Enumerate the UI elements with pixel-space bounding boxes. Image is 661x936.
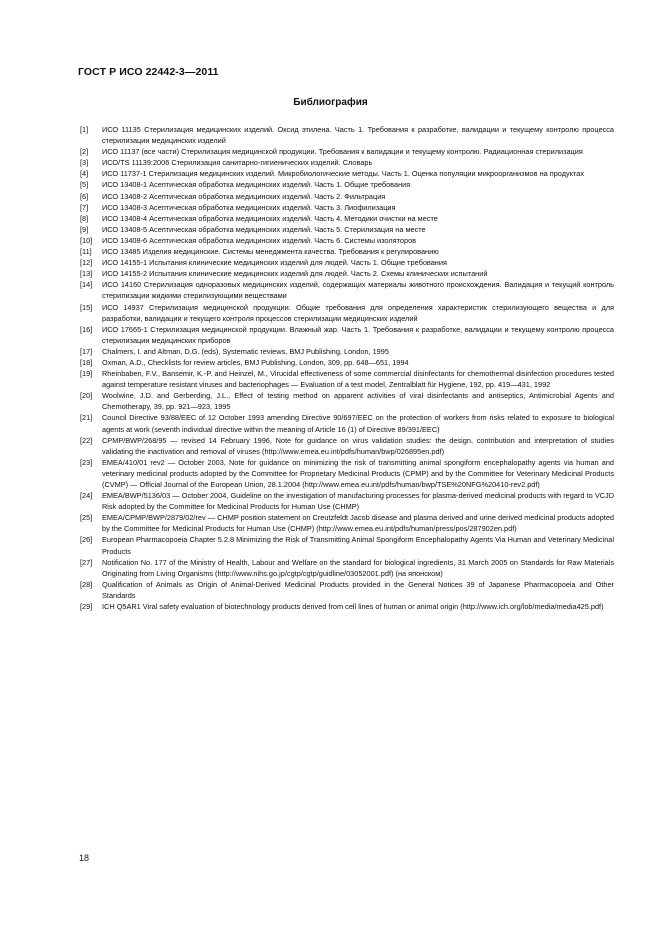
reference-number: [10]: [80, 235, 93, 245]
reference-text: ИСО 17665-1 Стерилизация медицинской продукции. Влажный жар. Часть 1. Требования к разработке, валидации и текущему контролю процесса стерилизации медицинских приборов: [102, 324, 614, 345]
reference-item: [80, 146, 614, 157]
reference-text: EMEA/BWP/5136/03 — October 2004, Guideline on the investigation of manufacturing processes for plasma-derived medicinal products with regard to VCJD Risk adopted by the Committee for Medicinal Products for Human Use (CHMP): [102, 491, 614, 512]
reference-text: ИСО 14937 Стерилизация медицинской продукции. Общие требования для определения характеристик стерилизующего вещества и для разработки, валидации и текущего контроля процессов стерилизации медицинских изделий: [102, 302, 614, 323]
reference-item: [80, 191, 614, 202]
reference-text: ИСО 13408-3 Асептическая обработка медицинских изделий. Часть 3. Лиофилизация: [102, 202, 396, 212]
reference-number: [1]: [80, 125, 89, 134]
reference-item: [80, 534, 614, 556]
reference-number: [18]: [80, 357, 93, 367]
reference-text: ИСО 13408-5 Асептическая обработка медицинских изделий. Часть 5. Стерилизация на месте: [102, 224, 426, 234]
reference-text: EMEA/CPMP/BWP/2879/02/rev — CHMP position statement on Creutzfeldt Jacob disease and plasma derived and urine derived medicinal products adopted by the Committee for Medicinal Products for Human Use (CHMP) (http://www.emea.eu.int/pdfs/human/press/pos/287902en.pdf): [102, 513, 614, 534]
reference-text: ИСО 14155-1 Испытания клинические медицинских изделий для людей. Часть 1. Общие требования: [102, 258, 447, 268]
reference-number: [4]: [80, 169, 89, 179]
reference-number: [26]: [80, 535, 93, 545]
reference-number: [5]: [80, 180, 89, 190]
reference-text: ИСО 13408-6 Асептическая обработка медицинских изделий. Часть 6. Системы изоляторов: [102, 235, 417, 245]
reference-text: ИСО 11137 (все части) Стерилизация медицинской продукции. Требования к валидации и текущему контролю. Радиационная стерилизация: [102, 147, 583, 157]
reference-item: [80, 579, 614, 601]
reference-item: [80, 346, 614, 357]
reference-number: [24]: [80, 491, 93, 501]
reference-text: CPMP/BWP/268/95 — revised 14 February 1996, Note for guidance on virus validation studies: the design, contribution and interpretation of studies validating the inactivation and removal of viruses (http://www.emea.eu.int/pdfs/human/bwp/026895en.pdf): [102, 435, 614, 456]
reference-item: [80, 168, 614, 179]
reference-item: [80, 601, 614, 612]
reference-number: [9]: [80, 224, 89, 234]
reference-number: [19]: [80, 369, 93, 379]
reference-item: [80, 179, 614, 190]
reference-number: [29]: [80, 602, 93, 612]
reference-item: [80, 302, 614, 324]
document-header: ГОСТ Р ИСО 22442-3—2011: [78, 66, 219, 78]
reference-item: [80, 457, 614, 490]
reference-number: [21]: [80, 413, 93, 423]
reference-text: European Pharmacopoeia Chapter 5.2.8 Minimizing the Risk of Transmitting Animal Spongiform Encephalopathy Agents Via Human and Veterinary Medicinal Products: [102, 535, 614, 556]
reference-item: [80, 490, 614, 512]
reference-text: ИСО 13408-1 Асептическая обработка медицинских изделий. Часть 1. Общие требования: [102, 180, 411, 190]
reference-text: ИСО 13408-4 Асептическая обработка медицинских изделий. Часть 4. Методики очистки на месте: [102, 213, 438, 223]
reference-text: Chalmers, I. and Altman, D.G. (eds), Systematic reviews, BMJ Publishing, London, 1995: [102, 346, 389, 356]
reference-item: [80, 368, 614, 390]
reference-list: [80, 124, 614, 612]
reference-item: [80, 279, 614, 301]
reference-item: [80, 224, 614, 235]
reference-number: [17]: [80, 346, 93, 356]
reference-item: [80, 202, 614, 213]
reference-number: [3]: [80, 158, 89, 168]
reference-number: [16]: [80, 324, 93, 334]
reference-number: [23]: [80, 457, 93, 467]
reference-item: [80, 157, 614, 168]
reference-number: [27]: [80, 557, 93, 567]
reference-item: [80, 512, 614, 534]
reference-number: [6]: [80, 191, 89, 201]
reference-item: [80, 235, 614, 246]
bibliography-title: Библиография: [293, 97, 368, 108]
reference-number: [13]: [80, 269, 93, 279]
reference-item: [80, 357, 614, 368]
reference-item: [80, 268, 614, 279]
reference-number: [25]: [80, 513, 93, 523]
reference-number: [22]: [80, 435, 93, 445]
reference-number: [2]: [80, 147, 89, 157]
reference-text: Qualification of Animals as Origin of Animal-Derived Medicinal Products provided in the General Notices 39 of Japanese Pharmacopoeia and Other Standards: [102, 579, 614, 600]
reference-item: [80, 246, 614, 257]
reference-text: EMEA/410/01 rev2 — October 2003, Note for guidance on minimizing the risk of transmitting animal spongiform encephalopathy agents via human and veterinary medicinal products adopted by the Committee for Proprietary Medicinal Products (CPMP) and by the Committee for Veterinary Medicinal Products (CVMP) — Official Journal of the European Union, 28.1.2004 (http://www.emea.eu.int/pdfs/human/bwp/TSE%20NFG%20410-rev2.pdf): [102, 457, 614, 489]
reference-item: [80, 257, 614, 268]
reference-text: Notification No. 177 of the Ministry of Health, Labour and Welfare on the standard for biological ingredients, 31 March 2005 on Standards for Raw Materials Originating from Living Organisms (http://www.nihs.go.jp/cgtp/cgtp/guidline/03052001.pdf) (на японском): [102, 557, 614, 578]
reference-number: [14]: [80, 280, 93, 290]
reference-text: ИСО/TS 11139:2006 Стерилизация санитарно-гигиенических изделий. Словарь: [102, 158, 373, 168]
reference-text: Council Directive 93/88/EEC of 12 October 1993 amending Directive 90/697/EEC on the protection of workers from risks related to exposure to biological agents at work (seventh individual directive within the meaning of Article 16 (1) of Directive 89/391/EEC): [102, 413, 614, 434]
reference-text: ИСО 11737-1 Стерилизация медицинских изделий. Микробиологические методы. Часть 1. Оценка популяции микроорганизмов на продуктах: [102, 169, 585, 179]
reference-text: Rheinbaben, F.V., Bansemir, K.-P. and Heinzel, M., Virucidal effectiveness of some commercial disinfectants for chemothermal disinfection procedures tested against temperature resistant viruses and bacteriophages — Evaluation of a test model, Zentralblatt für Hygiene, 192, pp. 419—431, 1992: [102, 369, 614, 390]
reference-number: [8]: [80, 213, 89, 223]
reference-item: [80, 390, 614, 412]
reference-item: [80, 124, 614, 146]
reference-text: ИСО 13408-2 Асептическая обработка медицинских изделий. Часть 2. Фильтрация: [102, 191, 386, 201]
reference-item: [80, 557, 614, 579]
reference-item: [80, 324, 614, 346]
reference-text: ИСО 14160 Стерилизация одноразовых медицинских изделий, содержащих материалы животного происхождения. Валидация и текущий контроль стерилизации жидкими стерилизующими веществами: [102, 280, 614, 301]
reference-text: ICH Q5AR1 Viral safety evaluation of biotechnology products derived from cell lines of human or animal origin (http://www.ich.org/lob/media/media425.pdf): [102, 602, 604, 612]
reference-text: ИСО 13485 Изделия медицинские. Системы менеджмента качества. Требования к регулированию: [102, 247, 439, 257]
reference-item: [80, 412, 614, 434]
reference-text: Woolwine, J.D. and Gerberding, J.L., Effect of testing method on apparent activities of viral disinfectants and antiseptics, Antimicrobial Agents and Chemotherapy, 39, pp. 921—923, 1995: [102, 391, 614, 412]
reference-item: [80, 213, 614, 224]
reference-text: ИСО 14155-2 Испытания клинические медицинских изделий для людей. Часть 2. Схемы клинических испытаний: [102, 269, 488, 279]
reference-number: [7]: [80, 202, 89, 212]
page-number: 18: [79, 853, 90, 863]
reference-number: [28]: [80, 579, 93, 589]
reference-number: [20]: [80, 391, 93, 401]
reference-number: [11]: [80, 247, 92, 257]
reference-number: [15]: [80, 302, 93, 312]
reference-item: [80, 435, 614, 457]
reference-text: Oxman, A.D., Checklists for review articles, BMJ Publishing, London, 309, pp. 648—651, 1994: [102, 357, 409, 367]
reference-text: ИСО 11135 Стерилизация медицинских изделий. Оксид этилена. Часть 1. Требования к разработке, валидации и текущему контролю процесса стерилизации медицинских изделий: [102, 125, 614, 146]
reference-number: [12]: [80, 258, 93, 268]
